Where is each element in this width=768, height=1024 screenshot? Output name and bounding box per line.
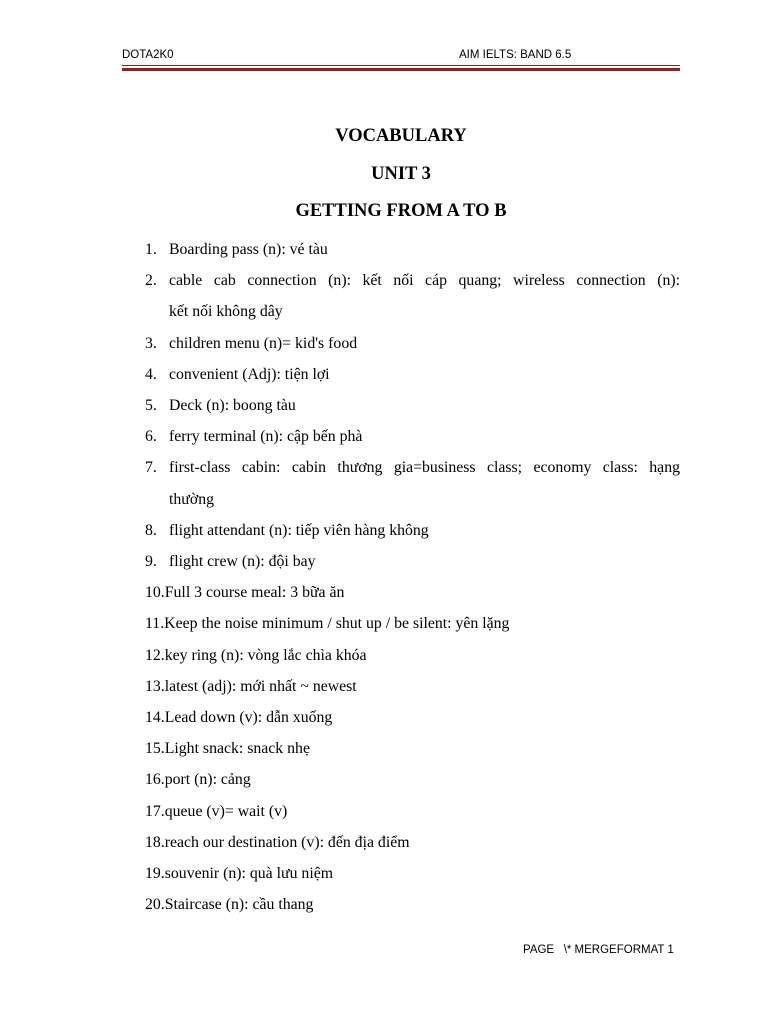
list-item <box>145 702 680 733</box>
item-text: key ring (n): vòng lắc chìa khóa <box>164 646 367 664</box>
list-item <box>145 764 680 795</box>
title-vocabulary: VOCABULARY <box>335 126 467 146</box>
list-item <box>145 577 680 608</box>
list-item <box>145 328 680 359</box>
item-number: 11. <box>145 615 165 633</box>
list-item <box>145 796 680 827</box>
item-number: 19. <box>145 865 165 883</box>
item-text: first-class cabin: cabin thương gia=business class; economy class: hạng <box>169 459 680 477</box>
list-item <box>145 390 680 421</box>
list-item <box>145 265 680 327</box>
list-item <box>145 889 680 920</box>
item-number: 6. <box>145 428 157 446</box>
item-number: 14. <box>145 709 165 727</box>
item-number: 8. <box>145 521 157 539</box>
list-item <box>145 359 680 390</box>
item-text: Keep the noise minimum / shut up / be silent: yên lặng <box>164 615 510 633</box>
item-number: 20. <box>145 896 165 914</box>
item-text-continued: kết nối không dây <box>169 303 283 321</box>
item-text: port (n): cảng <box>164 771 251 789</box>
item-text: Full 3 course meal: 3 bữa ăn <box>164 584 345 602</box>
list-item <box>145 827 680 858</box>
item-number: 15. <box>145 740 165 758</box>
item-text: Lead down (v): dẫn xuống <box>164 709 333 727</box>
header-left-text: DOTA2K0 <box>122 49 174 61</box>
item-number: 9. <box>145 553 157 571</box>
list-item <box>145 671 680 702</box>
item-number: 18. <box>145 833 165 851</box>
item-text: flight attendant (n): tiếp viên hàng không <box>169 521 429 539</box>
item-number: 3. <box>145 334 157 352</box>
item-text: queue (v)= wait (v) <box>164 802 288 820</box>
item-text: convenient (Adj): tiện lợi <box>169 365 330 383</box>
item-text: Deck (n): boong tàu <box>169 397 296 415</box>
title-unit: UNIT 3 <box>371 163 431 184</box>
item-number: 17. <box>145 802 165 820</box>
item-text: Staircase (n): cầu thang <box>164 896 314 914</box>
header-right-text: AIM IELTS: BAND 6.5 <box>459 49 572 61</box>
item-text: reach our destination (v): đến địa điểm <box>164 833 410 851</box>
list-item <box>145 515 680 546</box>
item-text: flight crew (n): đội bay <box>169 553 316 571</box>
item-number: 16. <box>145 771 165 789</box>
item-number: 4. <box>145 365 157 383</box>
item-number: 7. <box>145 459 157 477</box>
item-text: ferry terminal (n): cập bến phà <box>169 428 363 446</box>
item-number: 12. <box>145 646 165 664</box>
item-text: children menu (n)= kid's food <box>169 334 358 352</box>
item-number: 13. <box>145 677 165 695</box>
list-item <box>145 608 680 639</box>
item-number: 10. <box>145 584 165 602</box>
item-number: 2. <box>145 272 157 290</box>
item-number: 1. <box>145 241 157 258</box>
item-text-continued: thường <box>169 490 214 508</box>
item-text: Boarding pass (n): vé tàu <box>169 241 328 258</box>
list-item <box>145 452 680 514</box>
list-item <box>145 640 680 671</box>
item-text: cable cab connection (n): kết nối cáp quang; wireless connection (n): <box>169 272 680 290</box>
list-item <box>145 733 680 764</box>
list-item <box>145 421 680 452</box>
item-text: Light snack: snack nhẹ <box>164 740 310 758</box>
vocabulary-list <box>145 234 680 920</box>
list-item <box>145 858 680 889</box>
page-footer: PAGE \* MERGEFORMAT 1 <box>523 944 674 956</box>
title-block <box>0 124 768 237</box>
item-text: souvenir (n): quà lưu niệm <box>164 865 334 883</box>
header-rule-thick <box>122 68 680 71</box>
header-rule-thin <box>122 65 680 66</box>
list-item <box>145 546 680 577</box>
title-topic: GETTING FROM A TO B <box>295 201 507 221</box>
item-number: 5. <box>145 397 157 415</box>
item-text: latest (adj): mới nhất ~ newest <box>164 677 357 695</box>
list-item <box>145 234 680 265</box>
